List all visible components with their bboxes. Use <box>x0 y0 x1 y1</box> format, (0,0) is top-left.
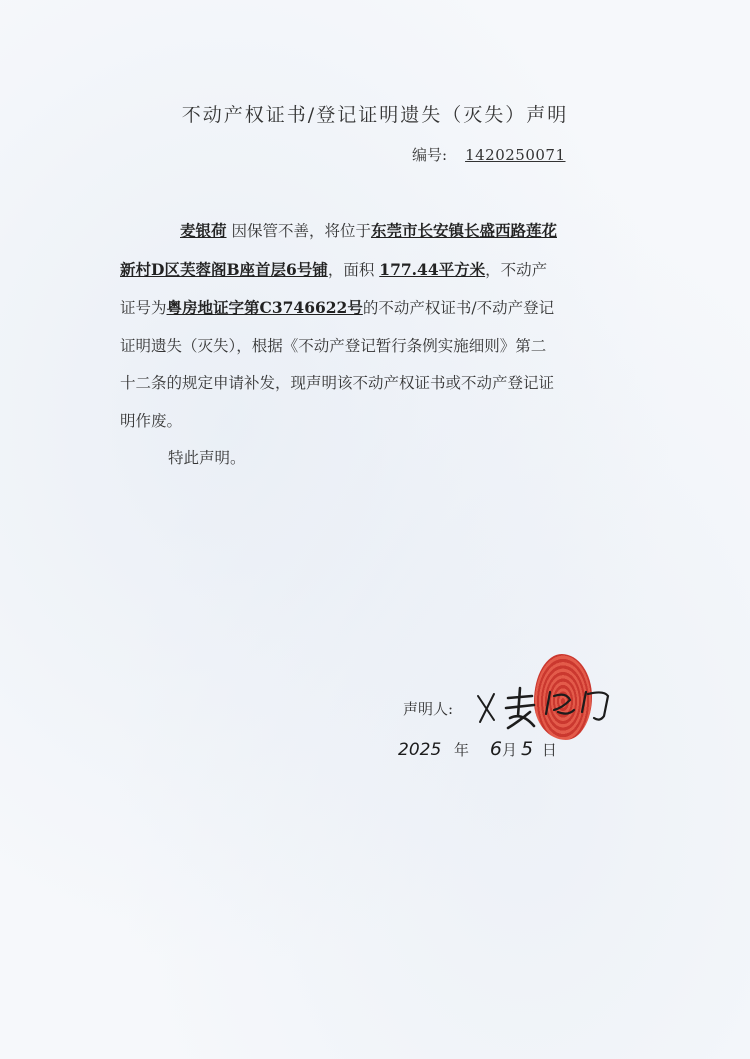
serial-value: 1420250071 <box>465 146 566 164</box>
property-area: 177.44平方米 <box>379 259 486 279</box>
date-day: 5 <box>520 738 534 760</box>
declarant-label: 声明人: <box>403 700 454 718</box>
property-address-2: 新村D区芙蓉阁B座首层6号铺 <box>120 259 328 279</box>
property-address-1: 东莞市长安镇长盛西路莲花 <box>370 221 557 240</box>
body-line-3 <box>120 289 660 328</box>
body-line-4: 证明遗失（灭失），根据《不动产登记暂行条例实施细则》第二 <box>120 336 547 355</box>
body-line-6: 明作废。 <box>120 411 183 430</box>
date-month: 6 <box>489 738 502 760</box>
body-line-1 <box>120 212 660 251</box>
body-text-4: 证号为 <box>120 299 167 317</box>
date-day-unit: 日 <box>541 741 557 759</box>
serial-label: 编号: <box>412 146 448 164</box>
body-text-1: 因保管不善，将位于 <box>231 222 371 240</box>
closing-statement: 特此声明。 <box>168 449 246 467</box>
body-line-5: 十二条的规定申请补发，现声明该不动产权证书或不动产登记证 <box>120 374 555 392</box>
serial-number <box>412 144 566 165</box>
date-month-unit: 月 <box>501 741 517 759</box>
body-text-3: ，不动产 <box>485 260 548 279</box>
body-text-5: 的不动产权证书/不动产登记 <box>362 299 555 317</box>
declaration-body <box>120 212 660 478</box>
body-line-2 <box>120 251 660 290</box>
certificate-number: 粤房地证字第C3746622号 <box>166 298 363 317</box>
declaration-date <box>398 738 557 760</box>
declarant-name: 麦银荷 <box>180 221 227 240</box>
body-text-2: ，面积 <box>327 260 375 279</box>
document-title: 不动产权证书/登记证明遗失（灭失）声明 <box>181 104 569 126</box>
date-year: 2025 <box>398 740 442 760</box>
handwritten-signature <box>474 682 624 734</box>
date-year-unit: 年 <box>454 741 470 759</box>
